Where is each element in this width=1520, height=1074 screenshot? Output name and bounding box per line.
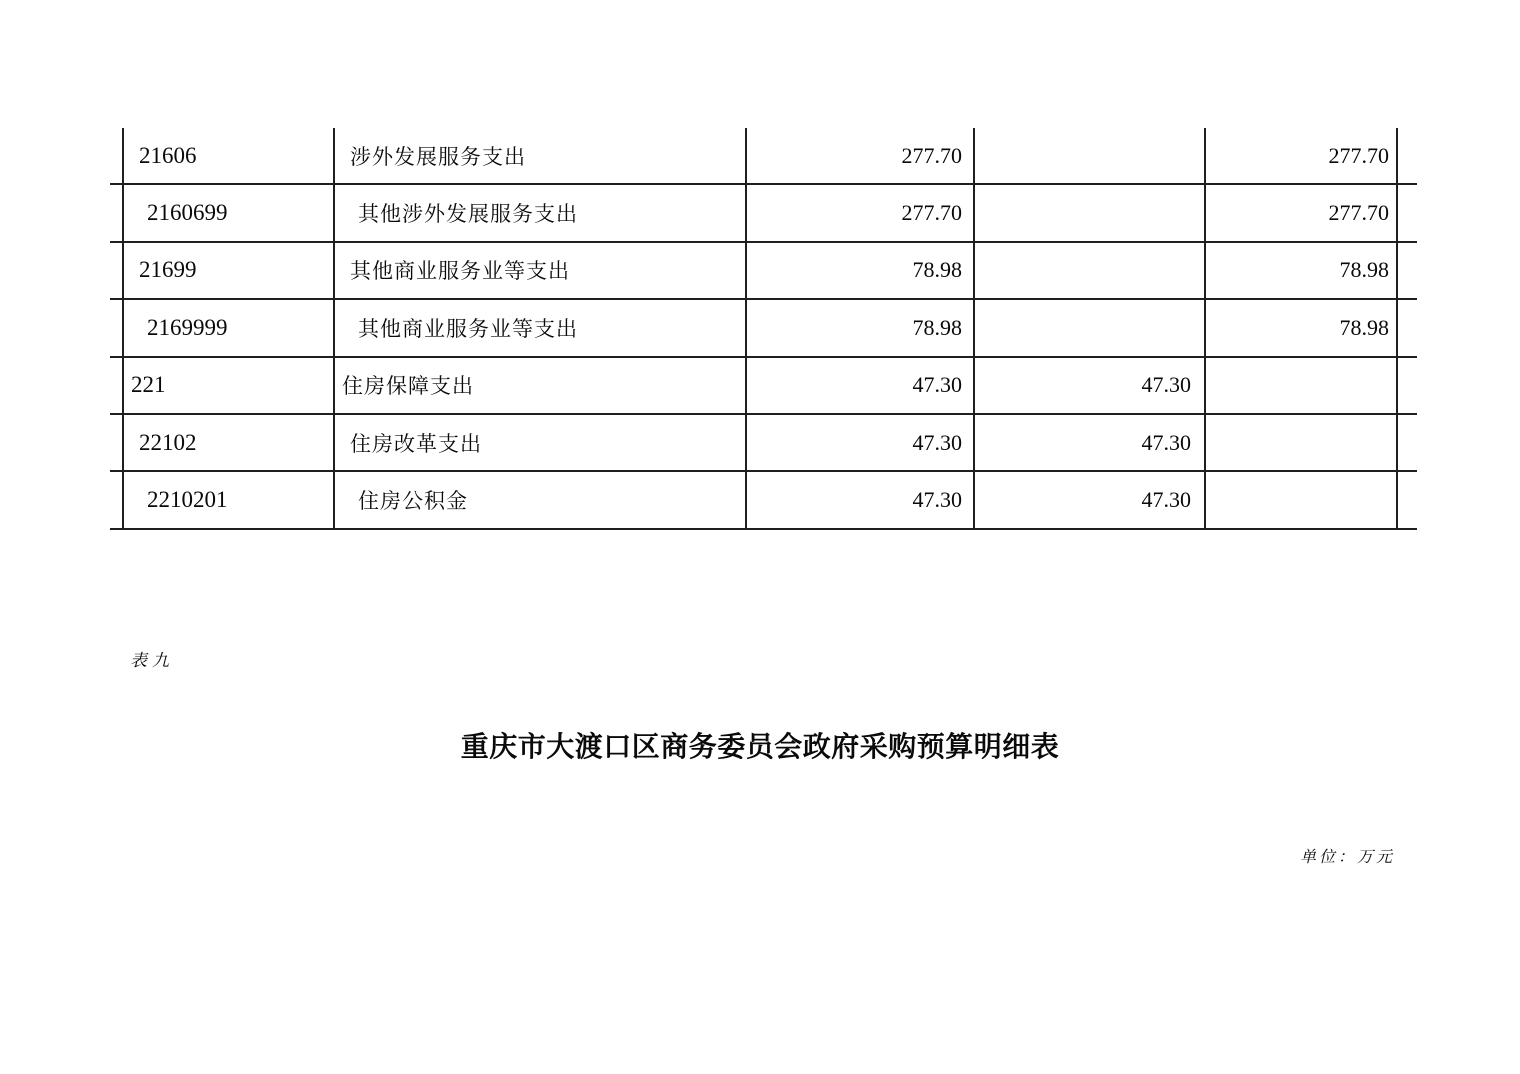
table-row: [110, 128, 1417, 185]
table-row: [110, 243, 1417, 300]
item-name-cell: 其他商业服务业等支出: [335, 300, 747, 355]
amount-cell-1: 78.98: [747, 300, 975, 355]
amount-cell-1: 78.98: [747, 243, 975, 298]
amount-cell-1: 277.70: [747, 185, 975, 240]
amount-cell-3: [1206, 472, 1398, 527]
amount-cell-1: 47.30: [747, 358, 975, 413]
item-name-cell: 住房改革支出: [335, 415, 747, 470]
code-cell: 21699: [122, 243, 335, 298]
table-number-label: 表九: [130, 651, 174, 670]
amount-cell-2: [975, 300, 1206, 355]
amount-cell-1: 47.30: [747, 415, 975, 470]
expenditure-continuation-table: [110, 128, 1417, 530]
amount-cell-3: 78.98: [1206, 300, 1398, 355]
amount-cell-3: [1206, 358, 1398, 413]
item-name-cell: 涉外发展服务支出: [335, 128, 747, 183]
table-row: [110, 415, 1417, 472]
item-name-cell: 住房公积金: [335, 472, 747, 527]
code-cell: 22102: [122, 415, 335, 470]
document-title: 重庆市大渡口区商务委员会政府采购预算明细表: [460, 731, 1060, 762]
code-cell: 2210201: [122, 472, 335, 527]
amount-cell-2: [975, 243, 1206, 298]
amount-cell-2: 47.30: [975, 415, 1206, 470]
item-name-cell: 住房保障支出: [335, 358, 747, 413]
table-row: [110, 185, 1417, 242]
amount-cell-3: 78.98: [1206, 243, 1398, 298]
expenditure-table-body: [110, 128, 1417, 530]
table-row: [110, 300, 1417, 357]
amount-cell-2: [975, 185, 1206, 240]
amount-cell-2: [975, 128, 1206, 183]
amount-cell-3: [1206, 415, 1398, 470]
amount-cell-3: 277.70: [1206, 185, 1398, 240]
table-row: [110, 358, 1417, 415]
amount-cell-2: 47.30: [975, 358, 1206, 413]
item-name-cell: 其他涉外发展服务支出: [335, 185, 747, 240]
amount-cell-1: 47.30: [747, 472, 975, 527]
code-cell: 2169999: [122, 300, 335, 355]
code-cell: 2160699: [122, 185, 335, 240]
table-row: [110, 472, 1417, 529]
unit-label: 单位：万元: [1299, 849, 1395, 866]
amount-cell-1: 277.70: [747, 128, 975, 183]
code-cell: 21606: [122, 128, 335, 183]
item-name-cell: 其他商业服务业等支出: [335, 243, 747, 298]
code-cell: 221: [122, 358, 335, 413]
amount-cell-3: 277.70: [1206, 128, 1398, 183]
amount-cell-2: 47.30: [975, 472, 1206, 527]
